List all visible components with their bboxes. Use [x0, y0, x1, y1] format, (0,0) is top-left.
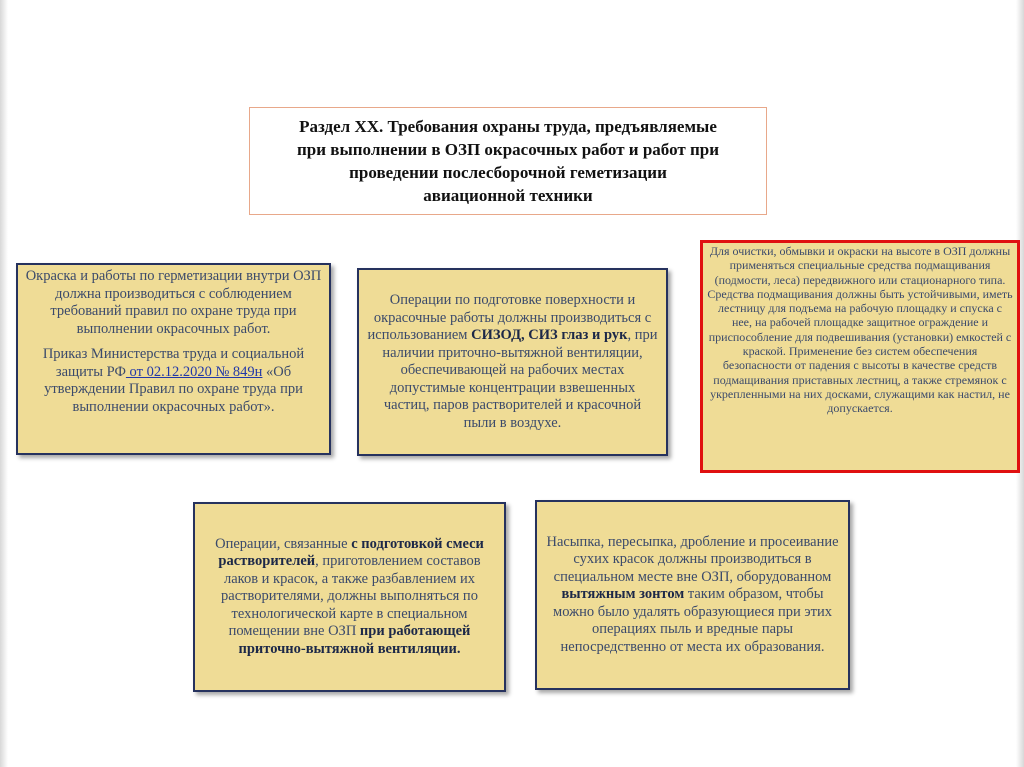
card-5-text-part: Насыпка, пересыпка, дробление и просеивание сухих красок должны производиться в специальном месте вне ОЗП, оборудованном	[546, 533, 839, 585]
card-height-work-alert	[700, 240, 1020, 473]
card-surface-preparation	[357, 268, 668, 456]
card-1-order-reference	[24, 346, 323, 416]
card-4-emphasis: при работающей приточно-вытяжной вентиляции.	[238, 623, 471, 657]
card-3-text: Для очистки, обмывки и окраски на высоте в ОЗП должны применяться специальные средства подмащивания (подмости, леса) передвижного или стационарного типа. Средства подмащивания должны быть устойчивыми, иметь лестницу для подъема на рабочую площадку и спуска с нее, на рабочей площадке защитное ограждение и приспособление для подвешивания (установки) емкостей с краской. Применение без систем обеспечения безопасности от падения с высоты в качестве средств подмащивания приставных лестниц, а также стремянок с укрепленными на них досками, служащими как настил, не допускается.	[707, 244, 1013, 416]
card-4-text	[201, 536, 498, 659]
card-dry-paint-handling	[535, 500, 850, 690]
card-2-text-part: , при наличии приточно-вытяжной вентиляции, обеспечивающей на рабочих местах допустимые концентрации взвешенных частиц, паров растворителей и красочной пыли в воздухе.	[382, 327, 658, 431]
section-title-box	[249, 107, 767, 215]
card-solvent-mixing	[193, 502, 506, 692]
spacer	[24, 338, 323, 346]
section-title: Раздел XX. Требования охраны труда, предъявляемые при выполнении в ОЗП окрасочных работ и работ при проведении послесборочной геметизации авиационной техники	[297, 117, 719, 205]
card-painting-sealing	[16, 263, 331, 455]
card-5-text	[543, 534, 842, 657]
card-1-text: Окраска и работы по герметизации внутри ОЗП должна производиться с соблюдением требований правил по охране труда при выполнении окрасочных работ.	[25, 268, 322, 337]
card-4-emphasis: с подготовкой смеси растворителей	[218, 535, 484, 570]
card-4-text-part: , приготовлением составов лаков и красок, а также разбавлением их растворителями, должны выполняться по технологической карте в специальном помещении вне ОЗП	[221, 553, 481, 640]
card-5-emphasis: вытяжным зонтом	[561, 586, 685, 603]
card-2-text	[367, 292, 658, 432]
card-2-emphasis: СИЗОД, СИЗ глаз и рук	[471, 327, 628, 343]
order-link[interactable]: от 02.12.2020 № 849н	[125, 363, 263, 380]
card-5-text-part: таким образом, чтобы можно было удалять образующиеся при этих операциях пыль и вредные пары непосредственно от места их образования.	[553, 586, 832, 655]
order-prefix: Приказ Министерства труда и социальной защиты РФ	[42, 346, 305, 380]
left-page-edge	[0, 0, 8, 767]
card-2-text-part: Операции по подготовке поверхности и окрасочные работы должны производиться с использованием	[367, 292, 652, 343]
card-4-text-part: Операции, связанные	[215, 535, 352, 552]
order-title: «Об утверждении Правил по охране труда при выполнении окрасочных работ».	[44, 363, 303, 415]
